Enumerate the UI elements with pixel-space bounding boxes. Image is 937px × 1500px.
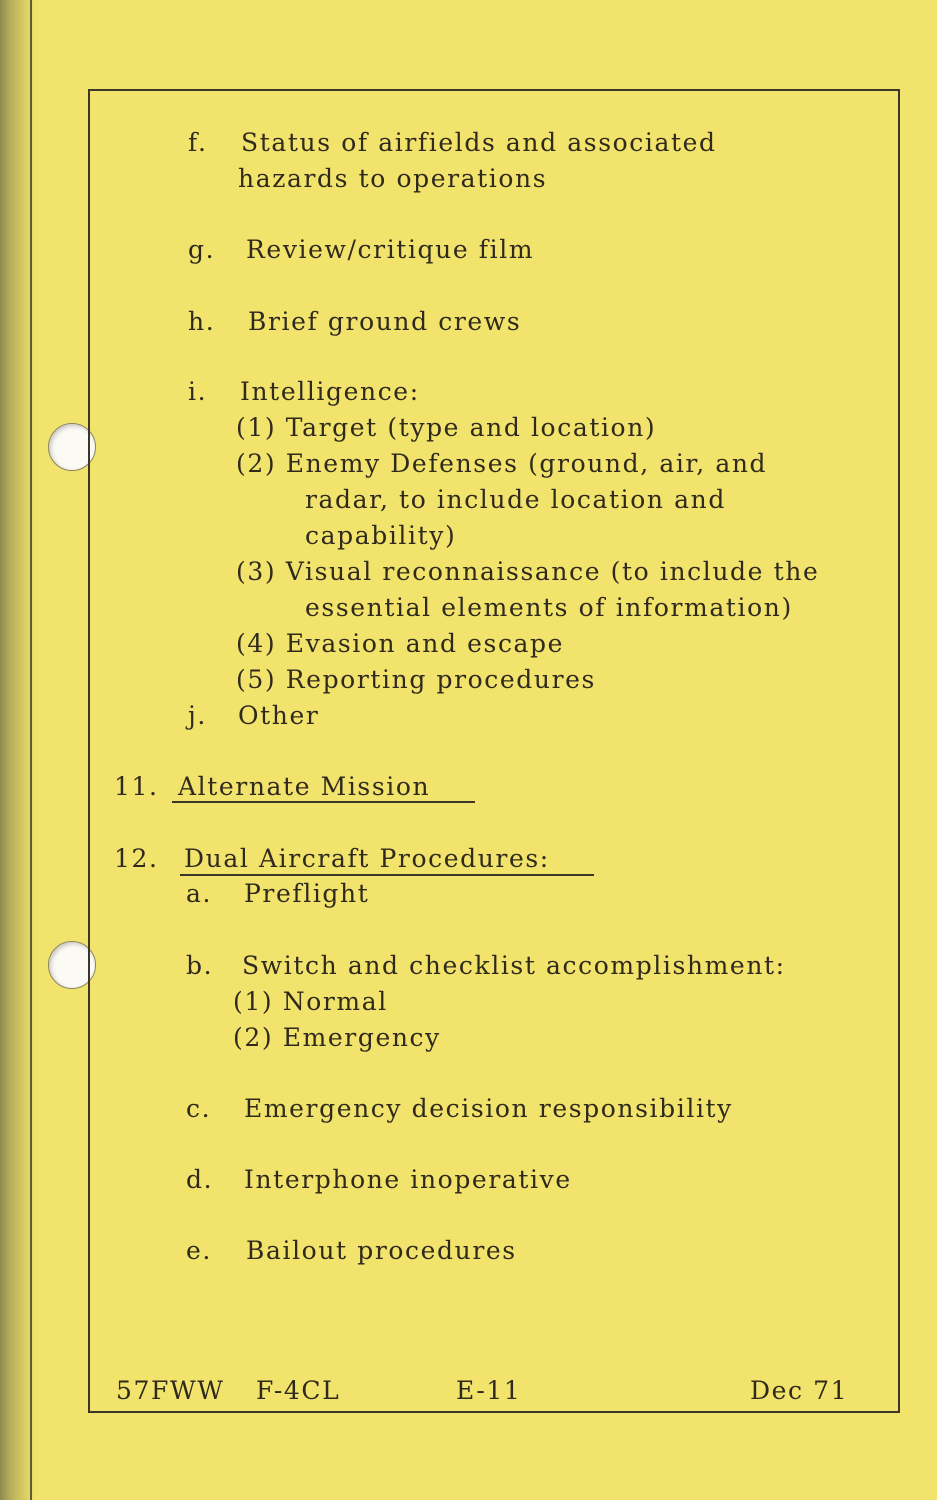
item-h-text: Brief ground crews bbox=[248, 307, 522, 336]
page-edge bbox=[0, 0, 34, 1500]
item-12c-text: Emergency decision responsibility bbox=[244, 1094, 733, 1123]
footer-page-number: E-11 bbox=[456, 1376, 522, 1405]
item-12c-marker: c. bbox=[186, 1094, 212, 1123]
item-i-sub3-line1: (3) Visual reconnaissance (to include the bbox=[236, 557, 820, 586]
section-12-underline bbox=[180, 874, 594, 876]
item-12e-marker: e. bbox=[186, 1236, 212, 1265]
page-border-frame bbox=[88, 89, 900, 1413]
item-i-sub4: (4) Evasion and escape bbox=[236, 629, 565, 658]
item-i-sub2-line3: capability) bbox=[305, 521, 457, 550]
item-g-text: Review/critique film bbox=[246, 235, 535, 264]
item-g-marker: g. bbox=[188, 235, 216, 264]
item-h-marker: h. bbox=[188, 307, 216, 336]
item-f-text-line1: Status of airfields and associated bbox=[241, 128, 717, 157]
item-i-sub3-line2: essential elements of information) bbox=[305, 593, 793, 622]
item-i-sub2-line1: (2) Enemy Defenses (ground, air, and bbox=[236, 449, 768, 478]
section-11-title: Alternate Mission bbox=[178, 772, 431, 801]
item-12b-sub2: (2) Emergency bbox=[233, 1023, 441, 1052]
item-j-marker: j. bbox=[188, 701, 207, 730]
item-j-text: Other bbox=[238, 701, 320, 730]
item-i-text: Intelligence: bbox=[240, 377, 420, 406]
item-i-sub2-line2: radar, to include location and bbox=[305, 485, 726, 514]
item-f-text-line2: hazards to operations bbox=[238, 164, 548, 193]
section-11-number: 11. bbox=[114, 772, 159, 801]
section-12-title: Dual Aircraft Procedures: bbox=[184, 844, 550, 873]
footer-date: Dec 71 bbox=[750, 1376, 849, 1405]
item-i-sub1: (1) Target (type and location) bbox=[236, 413, 657, 442]
item-12b-sub1: (1) Normal bbox=[233, 987, 388, 1016]
item-12e-text: Bailout procedures bbox=[246, 1236, 517, 1265]
page-edge-line bbox=[30, 0, 32, 1500]
section-11-underline bbox=[172, 801, 475, 803]
item-12d-text: Interphone inoperative bbox=[244, 1165, 572, 1194]
section-12-number: 12. bbox=[114, 844, 159, 873]
item-12a-marker: a. bbox=[186, 879, 213, 908]
item-12d-marker: d. bbox=[186, 1165, 214, 1194]
footer-unit: 57FWW bbox=[116, 1376, 225, 1405]
item-i-sub5: (5) Reporting procedures bbox=[236, 665, 596, 694]
item-12b-marker: b. bbox=[186, 951, 214, 980]
item-i-marker: i. bbox=[188, 377, 208, 406]
footer-aircraft: F-4CL bbox=[256, 1376, 341, 1405]
item-12b-text: Switch and checklist accomplishment: bbox=[242, 951, 786, 980]
item-f-marker: f. bbox=[188, 128, 208, 157]
item-12a-text: Preflight bbox=[244, 879, 370, 908]
